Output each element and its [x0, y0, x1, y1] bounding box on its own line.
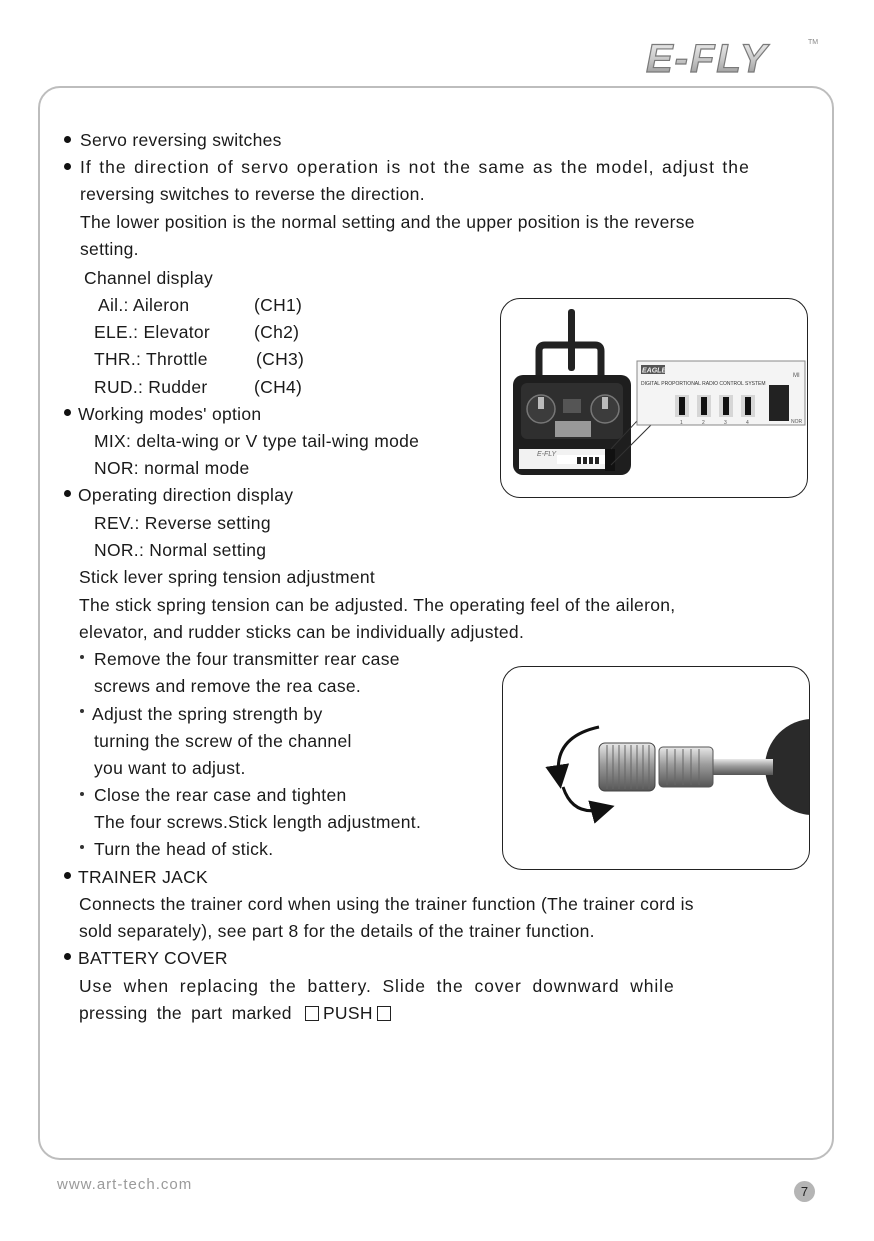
figure-transmitter	[500, 298, 808, 498]
body-text: Close the rear case and tighten	[94, 785, 347, 805]
channel-name: ELE.: Elevator	[94, 322, 211, 342]
switch-label-bottom: NOR	[791, 419, 803, 425]
body-text: The stick spring tension can be adjusted. The operating feel of the aileron,	[79, 595, 676, 615]
stick-illustration	[503, 667, 809, 869]
bullet	[64, 872, 71, 879]
body-text: NOR: normal mode	[94, 458, 250, 478]
bullet	[64, 163, 71, 170]
heading-spring-tension: Stick lever spring tension adjustment	[79, 567, 376, 587]
body-text: sold separately), see part 8 for the details of the trainer function.	[79, 921, 595, 941]
tx-brand-label: E-FLY	[537, 451, 557, 458]
channel-name: THR.: Throttle	[94, 349, 208, 369]
push-label: PUSH	[322, 1003, 373, 1023]
trademark-mark: TM	[808, 39, 819, 46]
body-text: NOR.: Normal setting	[94, 540, 267, 560]
heading-battery-cover: BATTERY COVER	[78, 948, 228, 968]
body-text-push-line	[79, 1003, 395, 1023]
sub-bullet	[80, 655, 84, 659]
body-text: MIX: delta-wing or V type tail-wing mode	[94, 431, 420, 451]
channel-code: (CH1)	[254, 295, 303, 315]
logo-wordmark: E-FLY	[646, 37, 769, 80]
bullet	[64, 490, 71, 497]
channel-code: (Ch2)	[254, 322, 300, 342]
body-text: turning the screw of the channel	[94, 731, 352, 751]
channel-display-heading: Channel display	[84, 268, 214, 288]
footer-url: www.art-tech.com	[57, 1176, 193, 1193]
channel-number: 2	[702, 420, 705, 426]
body-text: you want to adjust.	[94, 758, 246, 778]
push-line-text: pressing the part marked	[79, 1003, 292, 1023]
panel-brand: EAGLE	[642, 367, 667, 375]
heading-working-modes: Working modes' option	[78, 404, 262, 424]
body-text: reversing switches to reverse the direction.	[80, 184, 425, 204]
body-text: elevator, and rudder sticks can be individually adjusted.	[79, 622, 525, 642]
body-text: setting.	[80, 239, 139, 259]
body-text: screws and remove the rea case.	[94, 676, 362, 696]
body-text: REV.: Reverse setting	[94, 513, 271, 533]
body-text: The lower position is the normal setting and the upper position is the reverse	[80, 212, 695, 232]
sub-bullet	[80, 709, 84, 713]
channel-code: (CH4)	[254, 377, 303, 397]
channel-number: 4	[746, 420, 749, 426]
channel-number: 3	[724, 420, 727, 426]
body-text: Use when replacing the battery. Slide the cover downward while	[79, 976, 675, 996]
sub-bullet	[80, 792, 84, 796]
channel-code: (CH3)	[256, 349, 305, 369]
panel-title: DIGITAL PROPORTIONAL RADIO CONTROL SYSTEM	[641, 381, 766, 387]
bullet	[64, 409, 71, 416]
body-text: Remove the four transmitter rear case	[94, 649, 400, 669]
body-text: The four screws.Stick length adjustment.	[94, 812, 422, 832]
body-text: If the direction of servo operation is not the same as the model, adjust the	[80, 157, 750, 177]
transmitter-illustration	[501, 299, 807, 497]
bullet	[64, 136, 71, 143]
body-text: Adjust the spring strength by	[92, 704, 323, 724]
push-close-mark	[377, 1006, 391, 1021]
body-text: Connects the trainer cord when using the trainer function (The trainer cord is	[79, 894, 694, 914]
figure-stick-head	[502, 666, 810, 870]
e-fly-logo	[640, 34, 830, 80]
heading-operating-direction: Operating direction display	[78, 485, 294, 505]
body-text: Turn the head of stick.	[94, 839, 274, 859]
heading-trainer-jack: TRAINER JACK	[78, 867, 209, 887]
channel-number: 1	[680, 420, 683, 426]
channel-name: Ail.: Aileron	[98, 295, 190, 315]
sub-bullet	[80, 845, 84, 849]
switch-label-top: MI	[793, 373, 800, 379]
push-open-mark	[305, 1006, 319, 1021]
page-number: 7	[794, 1181, 815, 1202]
channel-name: RUD.: Rudder	[94, 377, 208, 397]
bullet	[64, 953, 71, 960]
heading-servo-reversing: Servo reversing switches	[80, 130, 282, 150]
